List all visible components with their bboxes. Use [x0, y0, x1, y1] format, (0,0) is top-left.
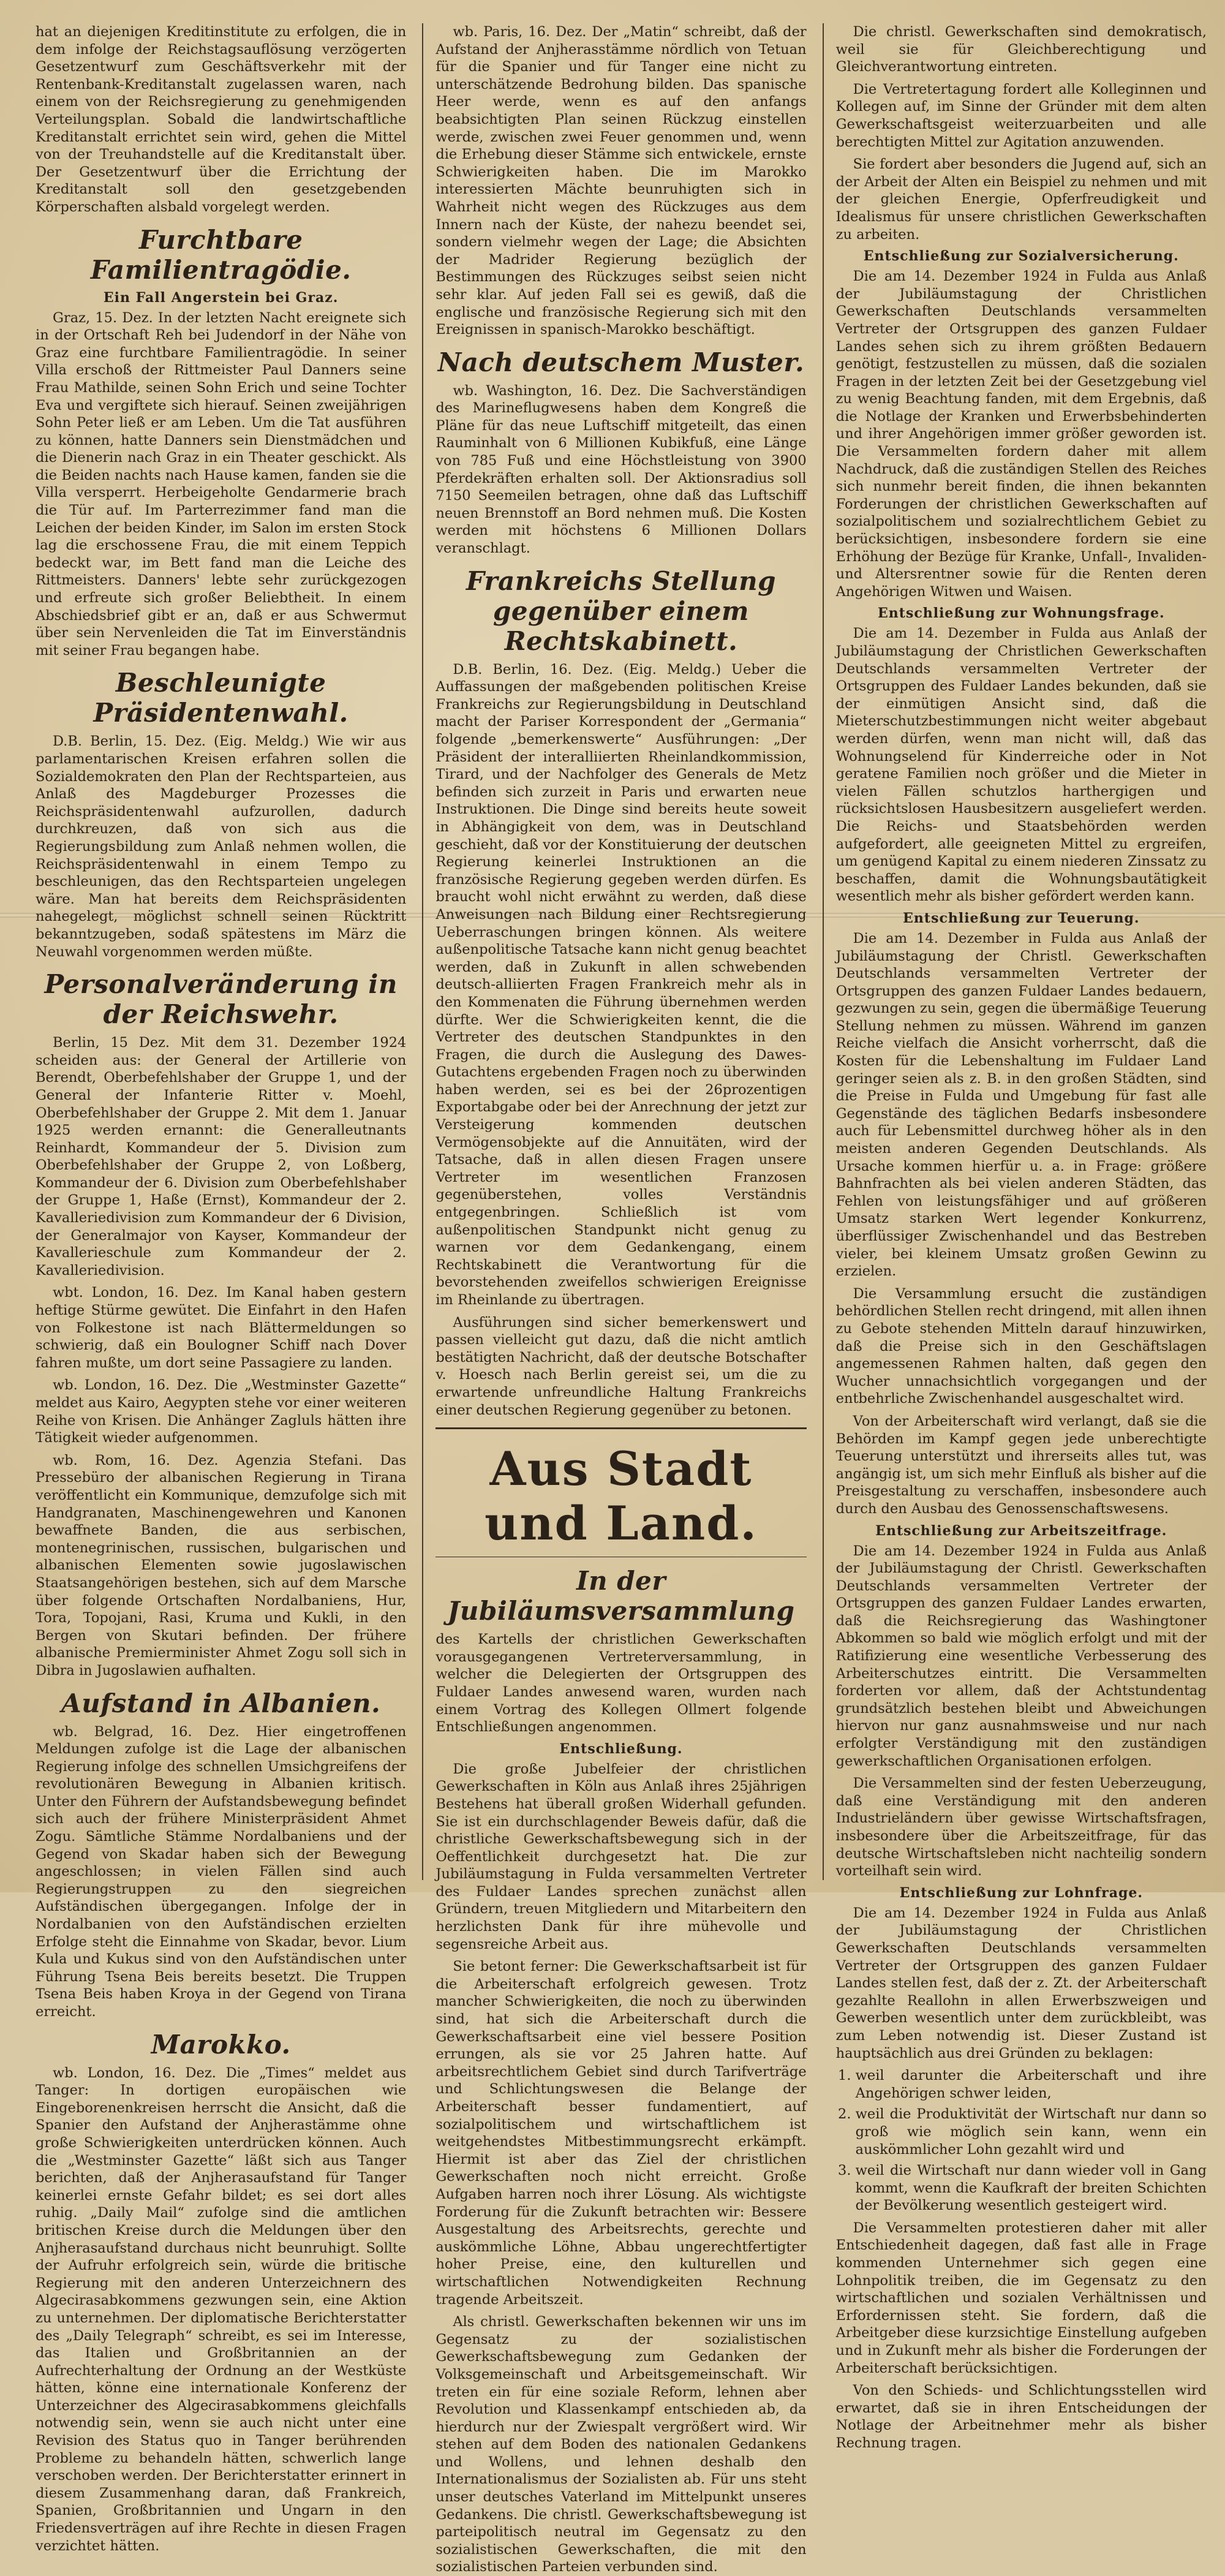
- article-text: wb. Paris, 16. Dez. Der „Matin“ schreibt, daß der Aufstand der Anjherasstämme nördlich von Tetuan für die Spanier und für Tanger eine nicht zu unterschätzende Bedrohung bilden. Das spanische Heer werde, wenn es auf den anfangs beabsichtigten Plan seinen Rückzug einstellen werde, zwischen zwei Feuer genommen und, wenn die Erhebung dieser Stämme sich entwickele, ernste Schwierigkeiten haben. Die im Marokko interessierten Mächte beunruhigten sich in Wahrheit nicht wegen des Rückzuges aus dem Innern nach der Küste, der nahezu beendet sei, sondern vielmehr wegen der Lage; die Absichten der Madrider Regierung bezüglich der Bestimmungen des Rückzuges seibst seien nicht sehr klar. Auf jeden Fall sei es gewiß, daß die englische und französische Regierung sich mit den Ereignissen in spanisch-Marokko beschäftigt.: [435, 24, 807, 338]
- list-item: 3. weil die Wirtschaft nur dann wieder voll in Gang kommt, wenn die Kaufkraft der breiten Schichten der Bevölkerung wesentlich gesteigert wird.: [856, 2162, 1207, 2215]
- article-text: wb. London, 16. Dez. Die „Westminster Gazette“ meldet aus Kairo, Aegypten stehe vor einer weiteren Reihe von Krisen. Die Anhänger Zagluls hätten ihre Tätigkeit wieder aufgenommen.: [36, 1377, 407, 1446]
- article-text: wb. London, 16. Dez. Die „Times“ meldet aus Tanger: In dortigen europäischen wie Eingeborenenkreisen herrscht die Ansicht, daß die Spanier den Aufstand der Anjherastämme ohne große Schwierigkeiten unterdrücken können. Auch die „Westminster Gazette“ läßt sich aus Tanger berichten, daß der Anjherasaufstand für Tanger keinerlei ernste Gefahr bildet; es sei dort alles ruhig. „Daily Mail“ zufolge sind die amtlichen britischen Kreise durch die Meldungen über den Anjherasaufstand durchaus nicht beunruhigt. Sollte der Aufruhr erfolgreich sein, würde die britische Regierung mit den anderen Unterzeichnern des Algecirasabkommens gezwungen sein, eine Aktion zu unternehmen. Der diplomatische Berichterstatter des „Daily Telegraph“ schreibt, es sei im Interesse, das Italien und Großbritannien an der Aufrechterhaltung der Ordnung an der Westküste hätten, könne eine internationale Konferenz der Unterzeichner des Algecirasabkommens gleichfalls notwendig sein, wenn sie auch nicht unter eine Revision des Status quo in Tanger berührenden Probleme zu behandeln hätten, schwerlich lange verschoben werden. Der Berichterstatter erinnert in diesem Zusammenhang daran, daß Frankreich, Spanien, Großbritannien und Ungarn in den Friedensverträgen auf ihre Rechte in diesen Fragen verzichtet hätten.: [36, 2064, 407, 2554]
- column-2: [422, 23, 807, 2575]
- subheadline-arbeitszeitfrage: Entschließung zur Arbeitszeitfrage.: [875, 1522, 1167, 1539]
- section-title-stadt-und-land: Aus Stadt und Land.: [484, 1441, 758, 1551]
- article-text: Die am 14. Dezember 1924 in Fulda aus Anlaß der Jubiläumstagung der Christlichen Gewerkschaften Deutschlands versammelten Vertreter der Ortsgruppen des ganzen Fuldaer Landes sehen sich zu ihrem größten Bedauern genötigt, festzustellen zu müssen, daß die sozialen Fragen in der letzten Zeit bei der Gesetzgebung viel zu wenig Beachtung fanden, mit dem Ergebnis, daß die Notlage der Kranken und Erwerbsbehinderten und ihrer Angehörigen immer größer geworden ist. Die Versammelten fordern daher mit allem Nachdruck, daß die zuständigen Stellen des Reiches sich nunmehr bereit finden, die ihnen bekannten Forderungen der christlichen Gewerkschaften auf sozialpolitischem und sozialrechtlichem Gebiet zu berücksichtigen, insbesondere fordern sie eine Erhöhung der Bezüge für Kranke, Unfall-, Invaliden- und Altersrentner sowie für die Renten deren Angehörigen Witwen und Waisen.: [835, 268, 1207, 600]
- article-text: Die Vertretertagung fordert alle Kolleginnen und Kollegen auf, im Sinne der Gründer mit dem alten Gewerkschaftsgeist weiterzuarbeiten und alle berechtigten Mittel zur Agitation anzuwenden.: [835, 81, 1207, 150]
- subheadline-entschliessung: Entschließung.: [559, 1740, 683, 1757]
- subheadline-teuerung: Entschließung zur Teuerung.: [903, 910, 1140, 926]
- article-text: Die christl. Gewerkschaften sind demokratisch, weil sie für Gleichberechtigung und Gleichverantwortung eintreten.: [835, 24, 1207, 75]
- article-text: Sie betont ferner: Die Gewerkschaftsarbeit ist für die Arbeiterschaft erfolgreich gewesen. Trotz mancher Schwierigkeiten, die noch zu überwinden sind, hat sich die Arbeiterschaft durch die Gewerkschaftsarbeit eine viel bessere Position errungen, als sie vor 25 Jahren hatte. Auf arbeitsrechtlichem Gebiet sind durch Tarifverträge und Schlichtungswesen die Belange der Arbeiterschaft besser fundamentiert, auf sozialpolitischem und wirtschaftlichem ist weitgehendstes Mitbestimmungsrecht erkämpft. Hiermit ist aber das Ziel der christlichen Gewerkschaften noch nicht erreicht. Große Aufgaben harren noch ihrer Lösung. Als wichtigste Forderung für die Zukunft betrachten wir: Bessere Ausgestaltung des Arbeitsrechts, gerechte und auskömmliche Löhne, Abbau ungerechtfertigter hoher Preise, eine, den kulturellen und wirtschaftlichen Notwendigkeiten Rechnung tragende Arbeitszeit.: [435, 1958, 807, 2308]
- subheadline-lohnfrage: Entschließung zur Lohnfrage.: [899, 1884, 1144, 1901]
- article-text: Von der Arbeiterschaft wird verlangt, daß sie die Behörden im Kampf gegen jede unberechtigte Teuerung unterstützt und ihrerseits alles tut, was angängig ist, um sich mehr Einfluß als bisher auf die Preisgestaltung zu verschaffen, insbesondere auch durch den Ausbau des Genossenschaftswesens.: [835, 1413, 1207, 1517]
- headline-marokko: Marokko.: [151, 2029, 291, 2060]
- article-text: Die große Jubelfeier der christlichen Gewerkschaften in Köln aus Anlaß ihres 25jährigen Bestehens hat überall großen Widerhall gefunden. Sie ist ein durchschlagender Beweis dafür, daß die christliche Gewerkschaftsbewegung sich in der Oeffentlichkeit durchgesetzt hat. Die zur Jubiläumstagung in Fulda versammelten Vertreter des Fuldaer Landes sprechen zunächst allen Gründern, treuen Mitgliedern und Mitarbeitern den herzlichsten Dank für ihre mühevolle und segensreiche Arbeit aus.: [435, 1761, 807, 1952]
- article-text: Die Versammelten sind der festen Ueberzeugung, daß eine Verständigung mit den anderen Industrieländern über gewisse Wirtschaftsfragen, insbesondere über die Arbeitszeitfrage, für das deutsche Wirtschaftsleben nicht nachteilig sondern vorteilhaft sein wird.: [835, 1775, 1207, 1879]
- headline-albanien: Aufstand in Albanien.: [61, 1688, 381, 1718]
- headline-familientragoedie: Furchtbare Familientragödie.: [90, 224, 352, 285]
- article-text: Die Versammelten protestieren daher mit aller Entschiedenheit dagegen, daß fast alle in Frage kommenden Unternehmer sich gegen eine Lohnpolitik treiben, die im Gegensatz zu den wirtschaftlichen und sozialen Verhältnissen und Erfordernissen steht. Sie fordern, daß die Arbeitgeber diese kurzsichtige Einstellung aufgeben und in Zukunft mehr als bisher die Forderungen der Arbeiterschaft berücksichtigen.: [835, 2219, 1207, 2376]
- article-text: Als christl. Gewerkschaften bekennen wir uns im Gegensatz zu der sozialistischen Gewerkschaftsbewegung zum Gedanken der Volksgemeinschaft und Arbeitsgemeinschaft. Wir treten ein für eine soziale Reform, lehnen aber Revolution und Klassenkampf entschieden ab, da hierdurch nur der Zwiespalt vergrößert wird. Wir stehen auf dem Boden des nationalen Gedankens und Wollens, und lehnen deshalb den Internationalismus der Sozialisten ab. Für uns steht unser deutsches Vaterland im Mittelpunkt unseres Gedankens. Die christl. Gewerkschaftsbewegung ist parteipolitisch neutral im Gegensatz zu den sozialistischen Gewerkschaften, die mit den sozialistischen Parteien verbunden sind.: [435, 2314, 807, 2575]
- column-1: [36, 23, 407, 2554]
- subheadline-sozialversicherung: Entschließung zur Sozialversicherung.: [863, 248, 1179, 265]
- article-text: Die am 14. Dezember in Fulda aus Anlaß der Jubiläumstagung der Christlichen Gewerkschaften Deutschlands versammelten Vertreter der Ortsgruppen des Fuldaer Landes bekunden, daß sie der einmütigen Ansicht sind, daß die Mieterschutzbestimmungen nicht weiter abgebaut werden dürfen, wenn man nicht will, daß das Wohnungselend für Kinderreiche oder in Not geratene Familien noch größer und die Mieter in vielen Fällen schutzlos harthergigen und rücksichtslosen Hausbesitzern ausgeliefert werden. Die Reichs- und Staatsbehörden werden aufgefordert, alle geeigneten Mittel zu ergreifen, um genügend Kapital zu einem niederen Zinssatz zu beschaffen, damit die Wohnungsbautätigkeit wesentlich mehr als bisher gefördert werden kann.: [835, 625, 1207, 905]
- article-text: wb. Rom, 16. Dez. Agenzia Stefani. Das Pressebüro der albanischen Regierung in Tirana veröffentlicht ein Kommunique, demzufolge sich mit Handgranaten, Maschinengewehren und Kanonen bewaffnete Banden, die aus serbischen, montenegrinischen, russischen, bulgarischen und albanischen Elementen sowie jugoslawischen Staatsangehörigen bestehen, sich auf dem Marsche über folgende Ortschaften Nordalbaniens, Hur, Tora, Topojani, Rasi, Kruma und Kukli, in den Bergen von Skutari befinden. Der frühere albanische Premierminister Ahmet Zogu soll sich in Dibra in Jugoslawien aufhalten.: [36, 1452, 407, 1679]
- subheadline-wohnungsfrage: Entschließung zur Wohnungsfrage.: [878, 605, 1165, 622]
- article-text: D.B. Berlin, 16. Dez. (Eig. Meldg.) Ueber die Auffassungen der maßgebenden politischen Kreise Frankreichs zur Regierungsbildung in Deutschland macht der Pariser Korrespondent der „Germania“ folgende „bemerkenswerte“ Ausführungen: „Der Präsident der interalliierten Rheinlandkommission, Tirard, und der Nachfolger des Generals de Metz befinden sich zurzeit in Paris und erwarten neue Instruktionen. Die Dinge sind bereits heute soweit in Abhängigkeit von dem, was in Deutschland geschieht, daß vor der Konstituierung der deutschen Regierung keinerlei Instruktionen an die französische Regierung gegeben werden dürfen. Es braucht wohl nicht erwähnt zu werden, daß diese Anweisungen nach Bildung einer Rechtsregierung Ueberraschungen bringen können. Als weitere außenpolitische Tatsache kann nicht genug beachtet werden, daß in Zukunft in allen schwebenden deutsch-alliierten Fragen Frankreich mehr als in den Kommenaten die Führung übernehmen werden dürfte. Wer die Schwierigkeiten kennt, die die Vertreter des deutschen Standpunktes in den Fragen, die durch die Auslegung des Dawes-Gutachtens ergebenden Fragen noch zu überwinden haben werden, sei es bei der 26prozentigen Exportabgabe oder bei der Anrechnung der jetzt zur Versteigerung kommenden deutschen Vermögensobjekte auf die Annuitäten, wird der Tatsache, daß in allen diesen Fragen unsere Vertreter im wesentlichen Franzosen gegenüberstehen, volles Verständnis entgegenbringen. Schließlich ist vom außenpolitischen Standpunkt nicht genug zu warnen vor dem Gedankengang, einem Rechtskabinett die Verantwortung für die bevorstehenden zweifellos schwierigen Ereignisse im Rheinlande zu übertragen.: [435, 661, 807, 1308]
- article-text: wb. Belgrad, 16. Dez. Hier eingetroffenen Meldungen zufolge ist die Lage der albanischen Regierung infolge des schnellen Umsichgreifens der revolutionären Bewegung in Albanien kritisch. Unter den Führern der Aufstandsbewegung befindet sich auch der frühere Ministerpräsident Ahmet Zogu. Sämtliche Stämme Nordalbaniens und der Gegend von Skadar haben sich der Bewegung angeschlossen; in vielen Fällen sind auch Regierungstruppen zu den siegreichen Aufständischen übergegangen. Infolge der in Nordalbanien von den Aufständischen erzielten Erfolge steht die Einnahme von Skadar, bevor. Lium Kula und Kukus sind von den Aufständischen unter Führung Tsena Beis bereits besetzt. Die Truppen Tsena Beis haben Kroya in der Gegend von Tirana erreicht.: [36, 1723, 407, 2020]
- column-3: [823, 23, 1207, 2451]
- article-text: Berlin, 15 Dez. Mit dem 31. Dezember 1924 scheiden aus: der General der Artillerie von Berendt, Oberbefehlshaber der Gruppe 1, und der General der Infanterie Ritter v. Moehl, Oberbefehlshaber der Gruppe 2. Mit dem 1. Januar 1925 werden ernannt: die Generalleutnants Reinhardt, Kommandeur der 5. Division zum Oberbefehlshaber der Gruppe 2, von Loßberg, Kommandeur der 6. Division zum Oberbefehlshaber der Gruppe 1, Haße (Ernst), Kommandeur der 2. Kavalleriedivision zum Kommandeur der 6 Division, der Generalmajor von Kayser, Kommandeur der Kavallerieschule zum Kommandeur der 2. Kavalleriedivision.: [36, 1035, 407, 1279]
- headline-reichswehr: Personalveränderung in der Reichswehr.: [44, 969, 398, 1030]
- article-text: Ausführungen sind sicher bemerkenswert und passen vielleicht gut dazu, daß die nicht amtlich bestätigten Nachricht, daß der deutsche Botschafter v. Hoesch nach Berlin gereist sei, um die zu erwartende unfreundliche Haltung Frankreichs einer deutschen Regierung gegenüber zu betonen.: [435, 1314, 807, 1418]
- list-item: 2. weil die Produktivität der Wirtschaft nur dann so groß wie möglich sein kann, wenn ein auskömmlicher Lohn gezahlt wird und: [856, 2106, 1207, 2158]
- headline-frankreich: Frankreichs Stellung gegenüber einem Rechtskabinett.: [466, 565, 777, 656]
- article-text: Die am 14. Dezember 1924 in Fulda aus Anlaß der Jubiläumstagung der Christlichen Gewerkschaften Deutschlands versammelten Vertreter der Ortsgruppen des ganzen Fuldaer Landes stellen fest, daß der z. Zt. der Arbeiterschaft gezahlte Reallohn in allen Erwerbszweigen und Gewerben wesentlich unter dem zurückbleibt, was zum Leben notwendig ist. Dieser Zustand ist hauptsächlich aus drei Gründen zu beklagen:: [835, 1905, 1207, 2061]
- article-text: Die Versammlung ersucht die zuständigen behördlichen Stellen recht dringend, mit allen ihnen zu Gebote stehenden Mitteln darauf hinzuwirken, daß die Preise sich in den Geschäftslagen angemessenen Rahmen halten, daß gegen den Wucher unnachsichtlich vorgegangen und der entbehrliche Zwischenhandel ausgeschaltet wird.: [835, 1285, 1207, 1407]
- article-text: des Kartells der christlichen Gewerkschaften vorausgegangenen Vertreterversammlung, in welcher die Delegierten der Ortsgruppen des Fuldaer Landes anwesend waren, wurden nach einem Vortrag des Kollegen Ollmert folgende Entschließungen angenommen.: [435, 1631, 807, 1736]
- article-text: Die am 14. Dezember 1924 in Fulda aus Anlaß der Jubiläumstagung der Christl. Gewerkschaften Deutschlands versammelten Vertreter der Ortsgruppen des ganzen Fuldaer Landes erwarten, daß die Reichsregierung das Washingtoner Abkommen so bald wie möglich erfolgt und mit der Ratifizierung eine wesentliche Verbesserung des Arbeiterschutzes eintritt. Die Versammelten forderten vor allem, daß der Achtstundentag grundsätzlich bestehen bleibt und Abweichungen hiervon nur ganz ausnahmsweise und nur nach erfolgter Verständigung mit den zuständigen gewerkschaftlichen Organisationen erfolgen.: [835, 1543, 1207, 1769]
- article-text: hat an diejenigen Kreditinstitute zu erfolgen, die in dem infolge der Reichstagsauflösung verzögerten Gesetzentwurf zum Geschäftsverkehr mit der Rentenbank-Kreditanstalt zugelassen waren, nach einem von der Reichsregierung zu genehmigenden Verteilungsplan. Sobald die landwirtschaftliche Kreditanstalt errichtet sein wird, gehen die Mittel von der Treuhandstelle auf die Kreditanstalt über. Der Gesetzentwurf über die Errichtung der Kreditanstalt soll den gesetzgebenden Körperschaften alsbald vorgelegt werden.: [36, 24, 407, 215]
- article-text: wbt. London, 16. Dez. Im Kanal haben gestern heftige Stürme gewütet. Die Einfahrt in den Hafen von Folkestone ist nach Blättermeldungen so schwierig, daß ein Boulogner Schiff nach Dover fahren mußte, um dort seine Passagiere zu landen.: [36, 1285, 407, 1371]
- article-text: Graz, 15. Dez. In der letzten Nacht ereignete sich in der Ortschaft Reh bei Judendorf in der Nähe von Graz eine furchtbare Familientragödie. In seiner Villa erschoß der Rittmeister Paul Danners seine Frau Mathilde, seinen Sohn Erich und seine Tochter Eva und vergiftete sich hierauf. Seinen zweijährigen Sohn Peter ließ er am Leben. Um die Tat ausführen zu können, hatte Danners sein Dienstmädchen und die Dienerin nach Graz in ein Theater geschickt. Als die Beiden nachts nach Hause kamen, fanden sie die Villa versperrt. Herbeigeholte Gendarmerie brach die Tür auf. Im Parterrezimmer fand man die Leichen der beiden Kinder, im Salon im ersten Stock lag die erschossene Frau, die mit einem Teppich bedeckt war, im Bett fand man die Leiche des Rittmeisters. Danners' lebte sehr zurückgezogen und erfreute sich großer Beliebtheit. In einem Abschiedsbrief gibt er an, daß er aus Schwermut über sein Nervenleiden die Tat im Einverständnis mit seiner Frau begangen habe.: [36, 309, 407, 659]
- section-divider: [435, 1427, 806, 1429]
- columns: [36, 23, 1207, 2575]
- article-text: Die am 14. Dezember in Fulda aus Anlaß der Jubiläumstagung der Christl. Gewerkschaften Deutschlands versammelten Vertreter der Ortsgruppen des ganzen Fuldaer Landes bedauern, gezwungen zu sein, gegen die übermäßige Teuerung Stellung nehmen zu müssen. Während im ganzen Reiche vielfach die Ansicht vorherrscht, daß die Kosten für die Lebenshaltung im Fuldaer Land geringer seien als z. B. in den großen Städten, sind die Preise in Fulda und Umgebung für fast alle Gegenstände des täglichen Bedarfs insbesondere auch für Lebensmittel durchweg höher als in den meisten anderen Gegenden Deutschlands. Als Ursache kommen hierfür u. a. in Frage: größere Bahnfrachten als bei vielen anderen Städten, das Fehlen von leistungsfähiger und auf größeren Umsatz starken Wert legender Konkurrenz, überflüssiger Zwischenhandel und das Bestreben vieler, bei kleinem Umsatz großen Gewinn zu erzielen.: [835, 930, 1207, 1280]
- lohn-reasons-list: [836, 2067, 1207, 2215]
- headline-muster: Nach deutschem Muster.: [437, 347, 805, 377]
- list-item: 1. weil darunter die Arbeiterschaft und ihre Angehörigen schwer leiden,: [856, 2067, 1207, 2102]
- article-text: D.B. Berlin, 15. Dez. (Eig. Meldg.) Wie wir aus parlamentarischen Kreisen erfahren sollen die Sozialdemokraten den Plan der Rechtsparteien, aus Anlaß des Magdeburger Prozesses die Reichspräsidentenwahl aufzurollen, dadurch durchkreuzen, daß von sich aus die Regierungsbildung zum Anlaß nehmen wollen, die Reichspräsidentenwahl in einem Tempo zu beschleunigen, das den Rechtsparteien ungelegen wäre. Man hat bereits dem Reichspräsidenten nahegelegt, möglichst schnell seinen Rücktritt bekanntzugeben, sodaß spätestens im März die Neuwahl vorgenommen werden müßte.: [36, 733, 407, 960]
- headline-jubilaeumsversammlung: In der Jubiläumsversammlung: [447, 1566, 795, 1626]
- headline-praesidentenwahl: Beschleunigte Präsidentenwahl.: [93, 668, 349, 728]
- article-text: Von den Schieds- und Schlichtungsstellen wird erwartet, daß sie in ihren Entscheidungen der Notlage der Arbeitnehmer mehr als bisher Rechnung tragen.: [835, 2382, 1207, 2451]
- article-text: Sie fordert aber besonders die Jugend auf, sich an der Arbeit der Alten ein Beispiel zu nehmen und mit der gleichen Energie, Opferfreudigkeit und Idealismus für unsere christlichen Gewerkschaften zu arbeiten.: [835, 156, 1207, 243]
- subheadline-familientragoedie: Ein Fall Angerstein bei Graz.: [103, 289, 339, 306]
- article-text: wb. Washington, 16. Dez. Die Sachverständigen des Marineflugwesens haben dem Kongreß die Pläne für das neue Luftschiff mitgeteilt, das einen Rauminhalt von 6 Millionen Kubikfuß, eine Länge von 785 Fuß und eine Höchstleistung von 3900 Pferdekräften erhalten soll. Der Aktionsradius soll 7150 Seemeilen betragen, ohne daß das Luftschiff neuen Brennstoff an Bord nehmen muß. Die Kosten werden mit höchstens 6 Millionen Dollars veranschlagt.: [435, 382, 807, 557]
